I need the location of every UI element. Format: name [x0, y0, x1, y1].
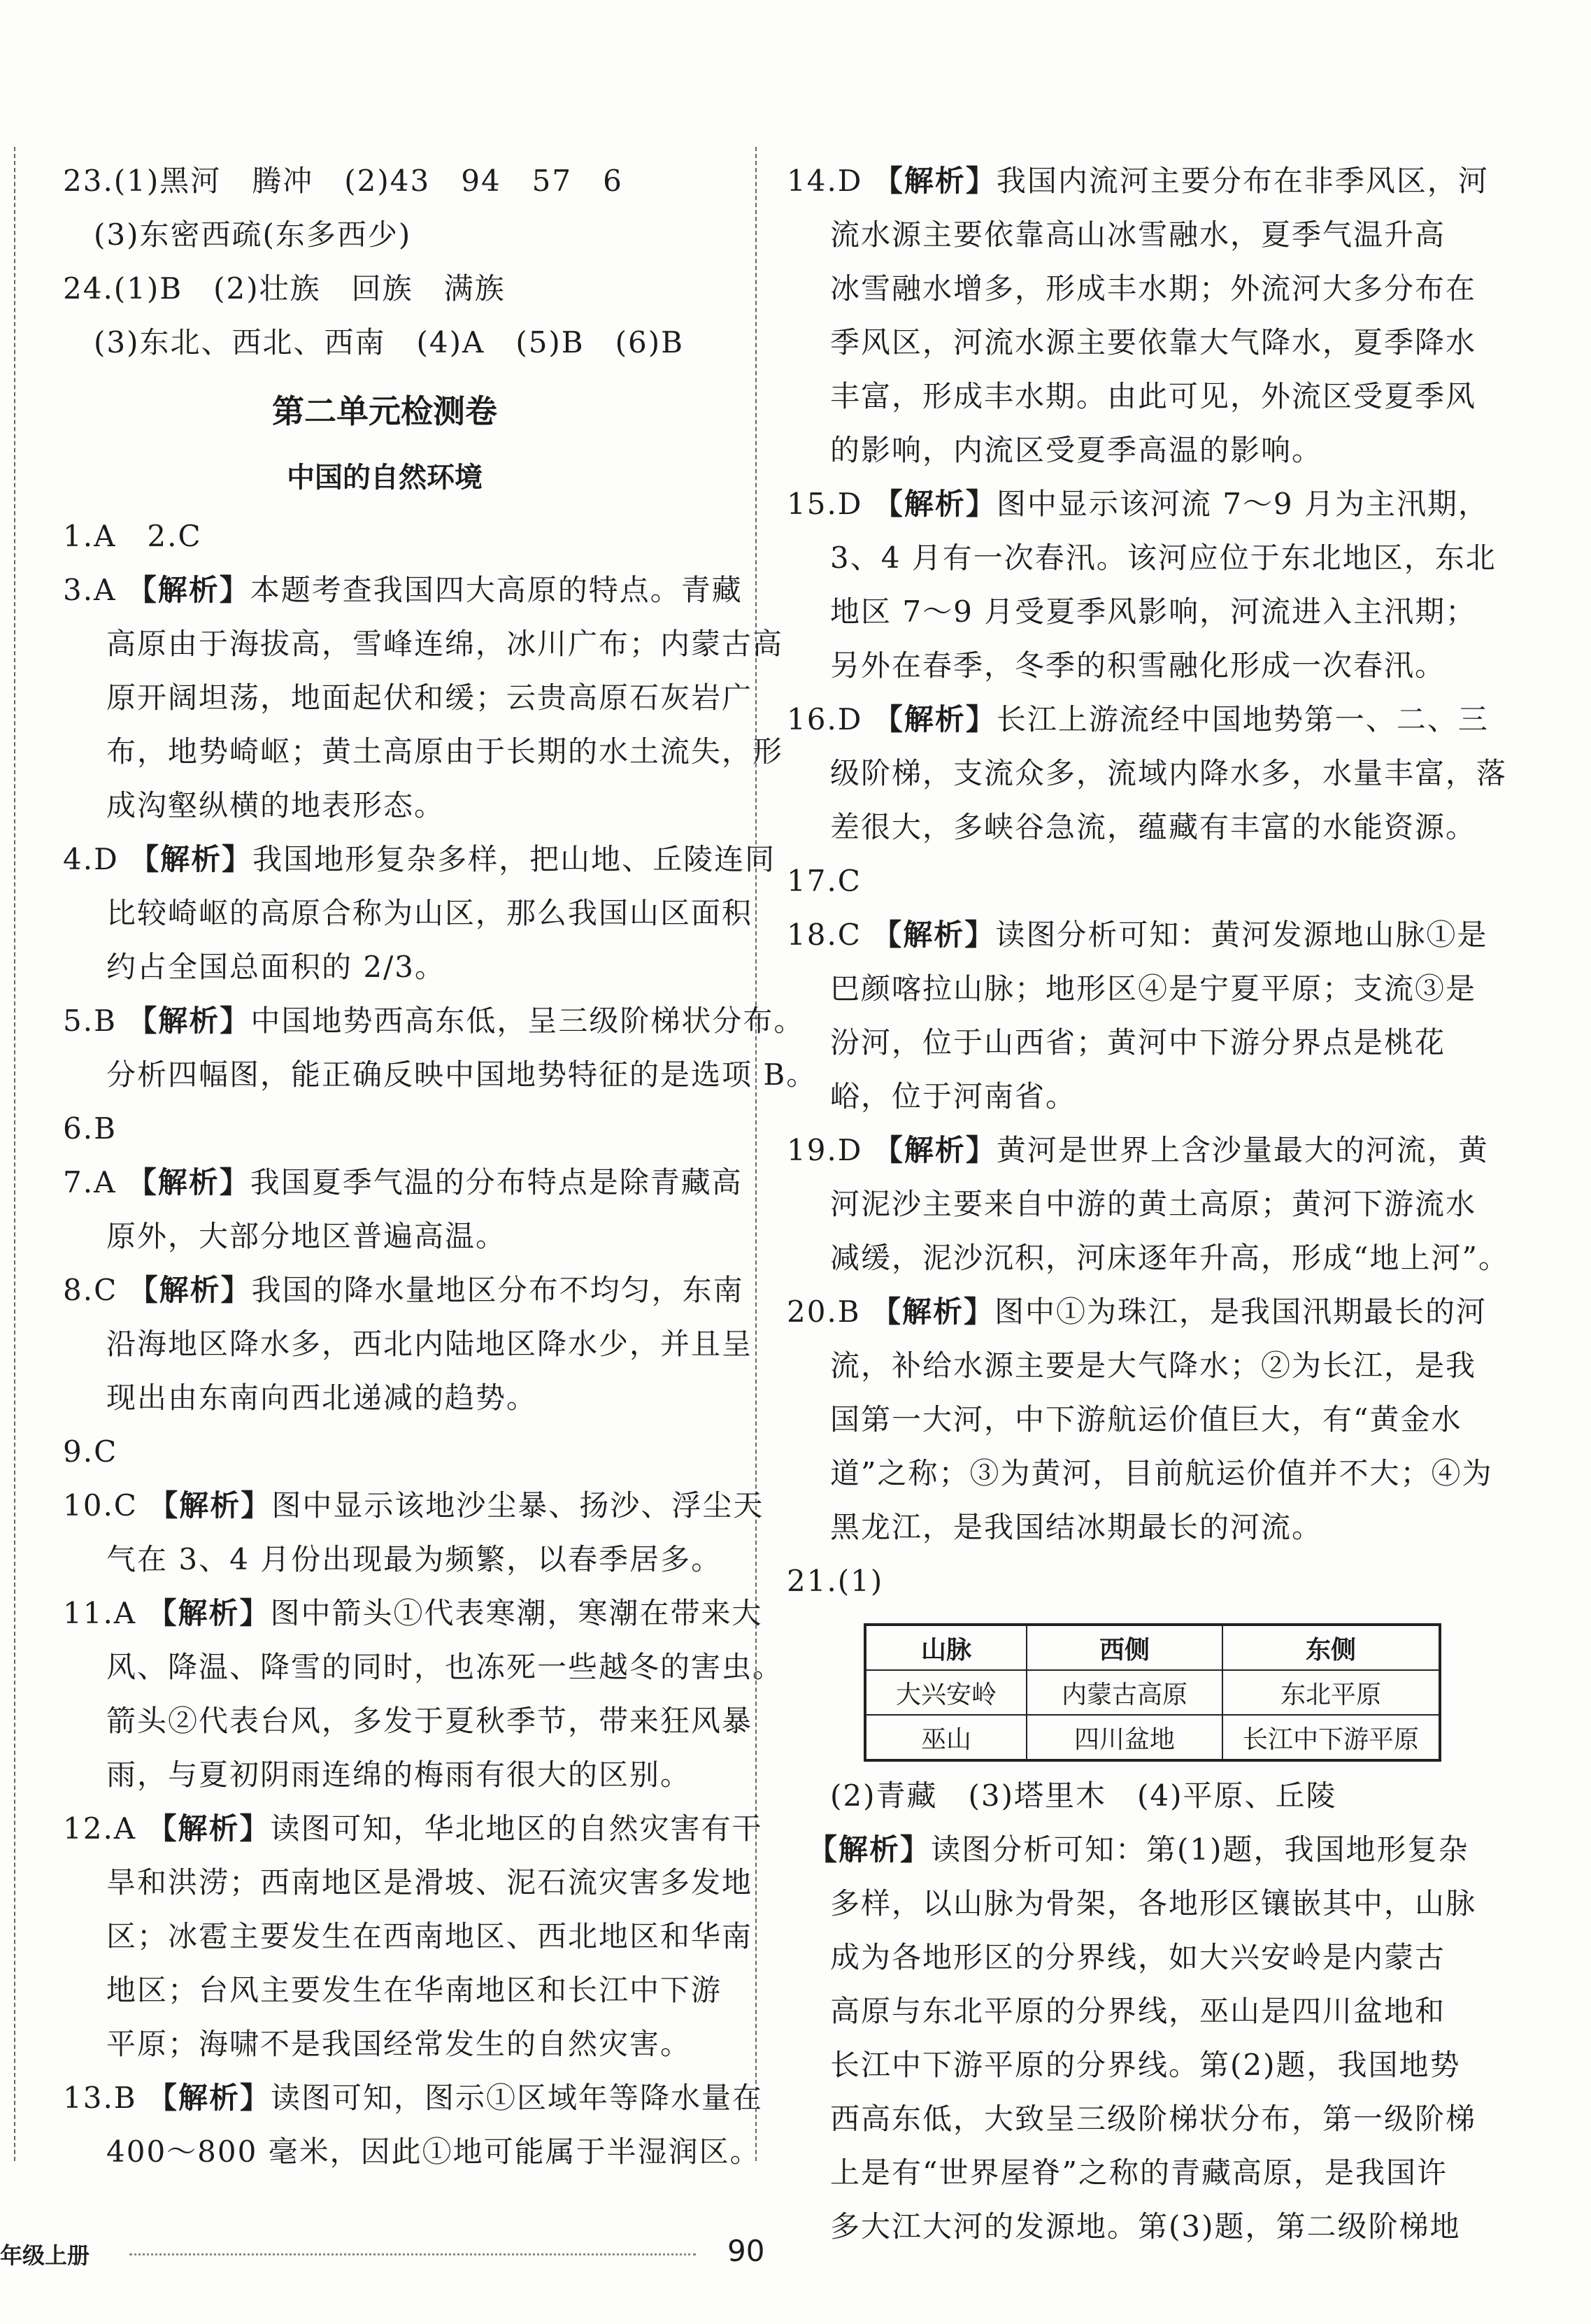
- analysis-line: 沿海地区降水多，西北内陆地区降水少，并且呈: [106, 1327, 753, 1361]
- question-16: [787, 692, 1508, 854]
- analysis-line: 减缓，泥沙沉积，河床逐年升高，形成“地上河”。: [830, 1241, 1509, 1275]
- analysis-text: 读图分析可知：黄河发源地山脉①是: [995, 918, 1488, 952]
- question-14: [787, 154, 1489, 477]
- analysis-text: 中国地势西高东低，呈三级阶梯状分布。: [250, 1004, 805, 1038]
- analysis-tag: 【解析】: [808, 1832, 932, 1867]
- answer-number: 20.B: [787, 1295, 861, 1329]
- table-row: [865, 1670, 1440, 1715]
- analysis-text: 读图可知，图示①区域年等降水量在: [271, 2081, 764, 2115]
- analysis-text: 黄河是世界上含沙量最大的河流，黄: [996, 1133, 1489, 1167]
- analysis-line: 汾河，位于山西省；黄河中下游分界点是桃花: [830, 1025, 1446, 1060]
- analysis-tag: 【解析】: [128, 1273, 252, 1307]
- page-footer: [0, 2234, 1591, 2280]
- answer-number: 8.C: [63, 1273, 118, 1307]
- unit-title: 第二单元检测卷: [272, 392, 497, 430]
- mountain-boundary-table: [864, 1623, 1441, 1762]
- answer-number: 18.C: [787, 918, 862, 952]
- question-18: [787, 908, 1488, 1123]
- answer-number: 19.D: [787, 1133, 863, 1167]
- analysis-tag: 【解析】: [873, 1133, 997, 1167]
- analysis-line: 旱和洪涝；西南地区是滑坡、泥石流灾害多发地: [106, 1865, 753, 1899]
- analysis-line: 上是有“世界屋脊”之称的青藏高原，是我国许: [830, 2155, 1448, 2190]
- analysis-line: 箭头②代表台风，多发于夏秋季节，带来狂风暴: [106, 1704, 753, 1738]
- question-15: [787, 477, 1497, 692]
- question-7: [63, 1155, 743, 1263]
- analysis-line: 成沟壑纵横的地表形态。: [106, 788, 445, 822]
- question-11: [63, 1586, 784, 1802]
- question-5: [63, 994, 818, 1102]
- answer-line: (3)东密西疏(东多西少): [63, 218, 412, 252]
- left-margin-perforation: [14, 147, 15, 2161]
- analysis-text: 我国夏季气温的分布特点是除青藏高: [250, 1165, 743, 1199]
- analysis-text: 我国内流河主要分布在非季风区，河: [996, 164, 1489, 198]
- analysis-text: 图中显示该河流 7～9 月为主汛期，: [996, 487, 1489, 521]
- answer-number: 13.B: [63, 2081, 137, 2115]
- question-3: [63, 563, 784, 832]
- analysis-line: 区；冰雹主要发生在西南地区、西北地区和华南: [106, 1919, 753, 1953]
- analysis-line: 长江中下游平原的分界线。第(2)题，我国地势: [830, 2048, 1461, 2082]
- answer-line: (3)东北、西北、西南 (4)A (5)B (6)B: [63, 325, 685, 359]
- analysis-line: 多大江大河的发源地。第(3)题，第二级阶梯地: [830, 2209, 1461, 2244]
- analysis-line: 约占全国总面积的 2/3。: [106, 950, 445, 984]
- analysis-line: 西高东低，大致呈三级阶梯状分布，第一级阶梯: [830, 2102, 1477, 2136]
- analysis-line: 冰雪融水增多，形成丰水期；外流河大多分布在: [830, 271, 1477, 306]
- analysis-tag: 【解析】: [127, 1004, 251, 1038]
- answer-line: 17.C: [787, 864, 862, 898]
- question-10: [63, 1478, 764, 1586]
- analysis-line: 地区；台风主要发生在华南地区和长江中下游: [106, 1973, 722, 2007]
- answer-number: 14.D: [787, 164, 863, 198]
- analysis-line: 的影响，内流区受夏季高温的影响。: [830, 433, 1323, 467]
- answer-line: 9.C: [63, 1434, 118, 1469]
- analysis-line: 现出由东南向西北递减的趋势。: [106, 1381, 538, 1415]
- table-cell: 东北平原: [1222, 1670, 1440, 1715]
- analysis-text: 读图分析可知：第(1)题，我国地形复杂: [931, 1832, 1469, 1867]
- analysis-line: 道”之称；③为黄河，目前航运价值并不大；④为: [830, 1456, 1493, 1490]
- analysis-text: 我国地形复杂多样，把山地、丘陵连同: [252, 842, 776, 876]
- answer-number: 11.A: [63, 1596, 137, 1630]
- analysis-line: 400～800 毫米，因此①地可能属于半湿润区。: [106, 2134, 761, 2169]
- analysis-tag: 【解析】: [873, 702, 997, 736]
- analysis-line: 平原；海啸不是我国经常发生的自然灾害。: [106, 2027, 692, 2061]
- answer-number: 10.C: [63, 1488, 138, 1523]
- analysis-line: 黑龙江，是我国结冰期最长的河流。: [830, 1510, 1323, 1544]
- table-header-cell: 山脉: [865, 1625, 1027, 1670]
- analysis-tag: 【解析】: [147, 1596, 271, 1630]
- analysis-line: 原开阔坦荡，地面起伏和缓；云贵高原石灰岩广: [106, 680, 753, 715]
- question-19: [787, 1123, 1509, 1285]
- analysis-text: 图中箭头①代表寒潮，寒潮在带来大: [270, 1596, 763, 1630]
- analysis-line: 布，地势崎岖；黄土高原由于长期的水土流失，形: [106, 734, 784, 769]
- page-number: 90: [727, 2234, 765, 2268]
- analysis-tag: 【解析】: [127, 573, 250, 607]
- analysis-line: 原外，大部分地区普遍高温。: [106, 1219, 507, 1253]
- analysis-line: 多样，以山脉为骨架，各地形区镶嵌其中，山脉: [830, 1886, 1477, 1920]
- answer-number: 15.D: [787, 487, 863, 521]
- table-row: [865, 1715, 1440, 1760]
- analysis-line: 气在 3、4 月份出现最为频繁，以春季居多。: [106, 1542, 722, 1576]
- table-header-cell: 东侧: [1222, 1625, 1440, 1670]
- analysis-text: 我国的降水量地区分布不均匀，东南: [251, 1273, 744, 1307]
- analysis-text: 读图可知，华北地区的自然灾害有干: [270, 1811, 763, 1846]
- analysis-line: 级阶梯，支流众多，流域内降水多，水量丰富，落: [830, 756, 1508, 790]
- analysis-line: 3、4 月有一次春汛。该河应位于东北地区，东北: [830, 541, 1497, 575]
- analysis-line: 另外在春季，冬季的积雪融化形成一次春汛。: [830, 648, 1446, 683]
- analysis-line: 风、降温、降雪的同时，也冻死一些越冬的害虫。: [106, 1650, 784, 1684]
- table-header-cell: 西侧: [1027, 1625, 1222, 1670]
- analysis-line: 流，补给水源主要是大气降水；②为长江，是我: [830, 1348, 1477, 1383]
- analysis-text: 长江上游流经中国地势第一、二、三: [996, 702, 1489, 736]
- answer-line: 24.(1)B (2)壮族 回族 满族: [63, 271, 506, 306]
- left-column: [63, 154, 818, 2179]
- table-cell: 内蒙古高原: [1027, 1670, 1222, 1715]
- answer-line: 1.A 2.C: [63, 519, 202, 553]
- question-21-analysis: [787, 1823, 1477, 2253]
- analysis-tag: 【解析】: [127, 1165, 250, 1199]
- answer-number: 16.D: [787, 702, 863, 736]
- analysis-tag: 【解析】: [873, 487, 997, 521]
- analysis-line: 高原由于海拔高，雪峰连绵，冰川广布；内蒙古高: [106, 627, 784, 661]
- analysis-line: 河泥沙主要来自中游的黄土高原；黄河下游流水: [830, 1187, 1477, 1221]
- table-cell: 四川盆地: [1027, 1715, 1222, 1760]
- answer-line: 21.(1): [787, 1564, 884, 1598]
- analysis-line: 成为各地形区的分界线，如大兴安岭是内蒙古: [830, 1940, 1446, 1974]
- answer-number: 7.A: [63, 1165, 117, 1199]
- analysis-text: 图中显示该地沙尘暴、扬沙、浮尘天: [271, 1488, 764, 1523]
- answer-number: 3.A: [63, 573, 117, 607]
- question-4: [63, 832, 776, 994]
- analysis-tag: 【解析】: [147, 1811, 271, 1846]
- answer-line: 23.(1)黑河 腾冲 (2)43 94 57 6: [63, 164, 623, 198]
- analysis-tag: 【解析】: [148, 1488, 272, 1523]
- footer-dotted-rule: [129, 2253, 696, 2255]
- question-12: [63, 1802, 763, 2071]
- analysis-line: 丰富，形成丰水期。由此可见，外流区受夏季风: [830, 379, 1477, 413]
- analysis-tag: 【解析】: [129, 842, 253, 876]
- center-divider-perforation: [755, 147, 757, 2161]
- analysis-tag: 【解析】: [148, 2081, 271, 2115]
- answer-number: 5.B: [63, 1004, 117, 1038]
- analysis-line: 地区 7～9 月受夏季风影响，河流进入主汛期；: [830, 594, 1477, 629]
- analysis-text: 图中①为珠江，是我国汛期最长的河: [994, 1295, 1487, 1329]
- analysis-text: 本题考查我国四大高原的特点。青藏: [250, 573, 743, 607]
- section-title: 中国的自然环境: [287, 462, 483, 494]
- table-cell: 长江中下游平原: [1222, 1715, 1440, 1760]
- analysis-line: 巴颜喀拉山脉；地形区④是宁夏平原；支流③是: [830, 971, 1477, 1006]
- analysis-tag: 【解析】: [873, 164, 997, 198]
- question-20: [787, 1285, 1493, 1554]
- analysis-line: 比较崎岖的高原合称为山区，那么我国山区面积: [106, 896, 753, 930]
- analysis-line: 季风区，河流水源主要依靠大气降水，夏季降水: [830, 325, 1477, 359]
- answer-number: 4.D: [63, 842, 119, 876]
- table-cell: 巫山: [865, 1715, 1027, 1760]
- analysis-line: 国第一大河，中下游航运价值巨大，有“黄金水: [830, 1402, 1462, 1437]
- analysis-line: 高原与东北平原的分界线，巫山是四川盆地和: [830, 1994, 1446, 2028]
- analysis-line: 流水源主要依靠高山冰雪融水，夏季气温升高: [830, 218, 1446, 252]
- question-8: [63, 1263, 753, 1425]
- analysis-line: 峪，位于河南省。: [830, 1079, 1077, 1113]
- analysis-tag: 【解析】: [872, 918, 996, 952]
- question-13: [63, 2071, 764, 2179]
- answer-line: (2)青藏 (3)塔里木 (4)平原、丘陵: [830, 1778, 1337, 1813]
- table-header-row: [865, 1625, 1440, 1670]
- analysis-line: 差很大，多峡谷急流，蕴藏有丰富的水能资源。: [830, 810, 1477, 844]
- answer-number: 12.A: [63, 1811, 137, 1846]
- analysis-tag: 【解析】: [871, 1295, 995, 1329]
- analysis-line: 雨，与夏初阴雨连绵的梅雨有很大的区别。: [106, 1758, 692, 1792]
- grade-label: 年级上册: [0, 2242, 90, 2269]
- table-cell: 大兴安岭: [865, 1670, 1027, 1715]
- right-column: [787, 154, 1509, 2253]
- answer-line: 6.B: [63, 1111, 117, 1146]
- analysis-line: 分析四幅图，能正确反映中国地势特征的是选项 B。: [106, 1057, 818, 1092]
